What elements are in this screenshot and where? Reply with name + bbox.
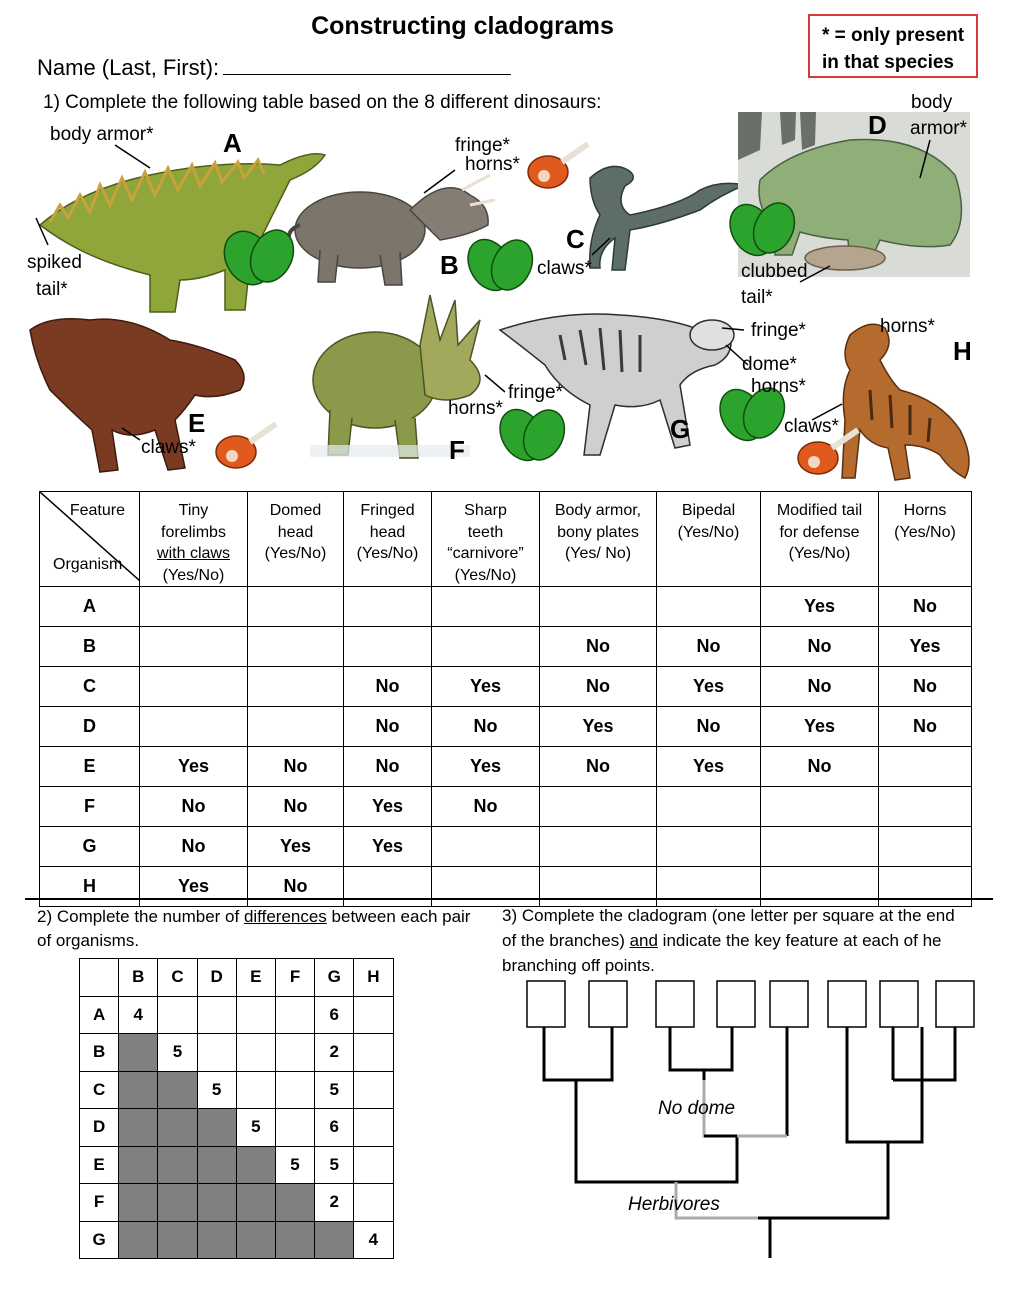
cladogram-box-5[interactable] xyxy=(770,981,808,1027)
difference-shaded-cell xyxy=(158,1184,197,1222)
organism-label: G xyxy=(40,827,140,867)
difference-cell[interactable] xyxy=(354,1184,393,1222)
q3-text-after: indicate the key feature at each of he branching off points. xyxy=(502,931,942,975)
difference-col-header: H xyxy=(354,959,393,997)
difference-cell[interactable] xyxy=(275,1071,314,1109)
organism-label: A xyxy=(40,587,140,627)
difference-shaded-cell xyxy=(158,1146,197,1184)
feature-cell[interactable]: Yes xyxy=(140,747,248,787)
difference-col-header: D xyxy=(197,959,236,997)
cladogram xyxy=(500,970,1000,1270)
difference-row-label: C xyxy=(80,1071,119,1109)
cladogram-label-herbivores: Herbivores xyxy=(628,1194,720,1215)
feature-row-c xyxy=(40,667,972,707)
difference-row-label: B xyxy=(80,1034,119,1072)
difference-row-d xyxy=(80,1109,394,1147)
feature-cell[interactable]: Yes xyxy=(344,827,432,867)
header-line: (Yes/No) xyxy=(356,545,419,562)
feature-cell[interactable]: Yes xyxy=(432,667,540,707)
header-line: (Yes/No) xyxy=(264,545,327,562)
header-line: (Yes/ No) xyxy=(564,545,632,562)
feature-cell[interactable]: No xyxy=(248,867,344,907)
difference-cell[interactable] xyxy=(275,996,314,1034)
difference-cell[interactable] xyxy=(354,1034,393,1072)
difference-row-label: A xyxy=(80,996,119,1034)
header-line: Fringed xyxy=(360,502,415,519)
header-line: (Yes/No) xyxy=(788,545,851,562)
dinosaur-h-letter: H xyxy=(953,336,972,366)
difference-row-label: F xyxy=(80,1184,119,1222)
feature-table xyxy=(39,491,972,907)
dinosaur-e-label-claws: claws* xyxy=(141,437,196,458)
feature-organism-corner xyxy=(40,492,140,587)
feature-cell[interactable] xyxy=(344,627,432,667)
difference-shaded-cell xyxy=(119,1221,158,1259)
difference-shaded-cell xyxy=(197,1221,236,1259)
difference-shaded-cell xyxy=(119,1146,158,1184)
cladogram-box-2[interactable] xyxy=(589,981,627,1027)
difference-cell[interactable] xyxy=(236,996,275,1034)
column-header-sharp-teeth xyxy=(432,492,540,587)
difference-row-g xyxy=(80,1221,394,1259)
feature-cell[interactable] xyxy=(248,587,344,627)
page-title: Constructing cladograms xyxy=(311,12,614,40)
difference-shaded-cell xyxy=(158,1221,197,1259)
cladogram-branches xyxy=(544,1027,955,1258)
organism-label: E xyxy=(40,747,140,787)
difference-header-row xyxy=(80,959,394,997)
question-1: 1) Complete the following table based on the 8 different dinosaurs: xyxy=(43,92,602,113)
feature-cell[interactable]: Yes xyxy=(761,707,879,747)
difference-col-header: F xyxy=(275,959,314,997)
difference-cell[interactable] xyxy=(354,1071,393,1109)
q3-underlined: and xyxy=(629,931,658,950)
feature-cell[interactable] xyxy=(248,627,344,667)
dinosaur-d-letter: D xyxy=(868,110,887,140)
difference-row-label: D xyxy=(80,1109,119,1147)
dinosaur-b-image xyxy=(289,175,495,285)
difference-cell[interactable]: 5 xyxy=(275,1146,314,1184)
header-line: (Yes/No) xyxy=(677,523,740,541)
feature-cell[interactable]: Yes xyxy=(879,627,972,667)
feature-cell[interactable]: No xyxy=(540,747,657,787)
feature-cell[interactable]: Yes xyxy=(344,787,432,827)
dinosaur-g-letter: G xyxy=(670,414,691,444)
difference-shaded-cell xyxy=(158,1109,197,1147)
difference-cell[interactable]: 6 xyxy=(315,1109,354,1147)
difference-cell[interactable]: 5 xyxy=(315,1071,354,1109)
name-label: Name (Last, First): xyxy=(37,55,220,80)
cladogram-answer-boxes xyxy=(527,981,974,1027)
feature-cell[interactable]: No xyxy=(657,627,761,667)
difference-shaded-cell xyxy=(119,1184,158,1222)
q2-text-after: between each pair of organisms. xyxy=(37,907,471,950)
dinosaur-f-letter: F xyxy=(449,435,465,465)
dinosaur-c-label-claws: claws* xyxy=(537,258,592,279)
feature-cell[interactable] xyxy=(879,867,972,907)
organism-label: D xyxy=(40,707,140,747)
difference-shaded-cell xyxy=(275,1221,314,1259)
header-line: forelimbs xyxy=(161,523,226,541)
dinosaur-g-label-fringe: fringe* xyxy=(751,320,806,341)
q2-underlined: differences xyxy=(243,907,327,926)
feature-cell[interactable] xyxy=(248,667,344,707)
header-line: head xyxy=(277,523,314,541)
difference-shaded-cell xyxy=(236,1184,275,1222)
feature-cell[interactable]: Yes xyxy=(248,827,344,867)
dinosaur-illustrations xyxy=(0,0,1018,490)
feature-cell[interactable]: No xyxy=(761,667,879,707)
feature-cell[interactable] xyxy=(657,827,761,867)
organism-label: C xyxy=(40,667,140,707)
dinosaur-d-label-tail: tail* xyxy=(741,287,773,308)
difference-shaded-cell xyxy=(197,1146,236,1184)
dinosaur-d-label-armor: armor* xyxy=(910,118,968,139)
difference-shaded-cell xyxy=(119,1034,158,1072)
feature-table-body xyxy=(40,587,972,907)
difference-cell[interactable]: 5 xyxy=(158,1034,197,1072)
dinosaur-f-label-horns: horns* xyxy=(448,398,503,419)
difference-cell[interactable] xyxy=(275,1034,314,1072)
dinosaur-g-label-dome: dome* xyxy=(742,354,797,375)
difference-cell[interactable] xyxy=(236,1071,275,1109)
difference-cell[interactable] xyxy=(197,1034,236,1072)
dinosaur-a-label-armor: body armor* xyxy=(50,124,154,145)
feature-cell[interactable]: Yes xyxy=(540,707,657,747)
difference-row-c xyxy=(80,1071,394,1109)
question-2 xyxy=(37,905,487,953)
corner-organism-label: Organism xyxy=(53,555,123,573)
header-line: Sharp xyxy=(464,502,507,519)
feature-cell[interactable]: No xyxy=(540,667,657,707)
difference-corner xyxy=(80,959,119,997)
difference-cell[interactable] xyxy=(354,1109,393,1147)
asterisk-note-line2: in that species xyxy=(822,52,954,73)
difference-row-label: G xyxy=(80,1221,119,1259)
difference-row-e xyxy=(80,1146,394,1184)
column-header-horns xyxy=(879,492,972,587)
feature-cell[interactable] xyxy=(540,587,657,627)
feature-cell[interactable]: No xyxy=(432,787,540,827)
difference-shaded-cell xyxy=(158,1071,197,1109)
feature-cell[interactable] xyxy=(344,587,432,627)
difference-shaded-cell xyxy=(275,1184,314,1222)
organism-label: F xyxy=(40,787,140,827)
feature-row-g xyxy=(40,827,972,867)
dinosaur-h-image xyxy=(842,324,969,480)
dinosaur-d-label-body: body xyxy=(911,92,953,113)
feature-cell[interactable]: No xyxy=(879,587,972,627)
feature-cell[interactable] xyxy=(540,787,657,827)
feature-cell[interactable] xyxy=(761,787,879,827)
feature-cell[interactable] xyxy=(540,867,657,907)
difference-col-header: C xyxy=(158,959,197,997)
feature-cell[interactable] xyxy=(879,787,972,827)
feature-cell[interactable] xyxy=(879,827,972,867)
dinosaur-g-label-horns: horns* xyxy=(751,376,806,397)
asterisk-note-line1: * = only present xyxy=(822,25,965,46)
cladogram-box-6[interactable] xyxy=(828,981,866,1027)
feature-cell[interactable] xyxy=(140,707,248,747)
difference-table xyxy=(79,958,394,1259)
difference-cell[interactable] xyxy=(236,1034,275,1072)
feature-cell[interactable]: No xyxy=(879,707,972,747)
feature-cell[interactable] xyxy=(432,827,540,867)
dinosaur-f-label-fringe: fringe* xyxy=(508,382,563,403)
header-line: (Yes/No) xyxy=(454,566,517,584)
organism-label: H xyxy=(40,867,140,907)
feature-cell[interactable] xyxy=(657,587,761,627)
feature-cell[interactable]: No xyxy=(344,707,432,747)
difference-row-f xyxy=(80,1184,394,1222)
section-divider xyxy=(25,898,993,900)
dinosaur-a-letter: A xyxy=(223,128,242,158)
difference-cell[interactable]: 2 xyxy=(315,1184,354,1222)
difference-shaded-cell xyxy=(119,1109,158,1147)
difference-cell[interactable]: 5 xyxy=(236,1109,275,1147)
feature-cell[interactable]: No xyxy=(248,787,344,827)
header-line: head xyxy=(369,523,406,541)
feature-cell[interactable]: No xyxy=(344,667,432,707)
feature-row-f xyxy=(40,787,972,827)
difference-cell[interactable] xyxy=(197,996,236,1034)
difference-shaded-cell xyxy=(197,1109,236,1147)
column-header-tiny-forelimbs xyxy=(140,492,248,587)
difference-shaded-cell xyxy=(315,1221,354,1259)
dinosaur-h-label-horns: horns* xyxy=(880,316,935,337)
feature-cell[interactable]: Yes xyxy=(432,747,540,787)
feature-cell[interactable] xyxy=(140,667,248,707)
difference-table-body xyxy=(80,959,394,1259)
feature-cell[interactable] xyxy=(879,747,972,787)
header-line: for defense xyxy=(779,523,860,541)
difference-cell[interactable]: 4 xyxy=(354,1221,393,1259)
feature-cell[interactable]: No xyxy=(140,827,248,867)
difference-cell[interactable]: 5 xyxy=(315,1146,354,1184)
feature-cell[interactable]: No xyxy=(879,667,972,707)
cladogram-box-7[interactable] xyxy=(880,981,918,1027)
header-line: Horns xyxy=(903,502,947,519)
feature-cell[interactable] xyxy=(761,827,879,867)
dinosaur-c-letter: C xyxy=(566,224,585,254)
feature-row-b xyxy=(40,627,972,667)
difference-col-header: B xyxy=(119,959,158,997)
cladogram-box-3[interactable] xyxy=(656,981,694,1027)
difference-col-header: E xyxy=(236,959,275,997)
dinosaur-b-letter: B xyxy=(440,250,459,280)
cladogram-label-no-dome: No dome xyxy=(658,1098,736,1119)
difference-row-b xyxy=(80,1034,394,1072)
difference-row-a xyxy=(80,996,394,1034)
dinosaur-b-label-fringe: fringe* xyxy=(455,135,510,156)
header-line: with claws xyxy=(157,545,230,562)
column-header-domed-head xyxy=(248,492,344,587)
header-line: (Yes/No) xyxy=(894,523,956,541)
feature-table-header-row xyxy=(40,492,972,587)
header-line: Body armor, xyxy=(554,502,642,519)
feature-row-a xyxy=(40,587,972,627)
feature-cell[interactable] xyxy=(248,707,344,747)
feature-cell[interactable] xyxy=(432,587,540,627)
question-3 xyxy=(502,903,972,978)
header-line: Domed xyxy=(269,502,322,519)
feature-cell[interactable] xyxy=(540,827,657,867)
difference-shaded-cell xyxy=(197,1184,236,1222)
feature-cell[interactable]: Yes xyxy=(140,867,248,907)
difference-cell[interactable] xyxy=(354,996,393,1034)
difference-cell[interactable] xyxy=(354,1146,393,1184)
header-line: “carnivore” xyxy=(447,545,524,562)
corner-feature-label: Feature xyxy=(69,502,125,519)
dinosaur-h-label-claws: claws* xyxy=(784,416,839,437)
feature-cell[interactable] xyxy=(344,867,432,907)
difference-cell[interactable]: 4 xyxy=(119,996,158,1034)
feature-cell[interactable]: Yes xyxy=(657,747,761,787)
feature-row-h xyxy=(40,867,972,907)
difference-shaded-cell xyxy=(236,1221,275,1259)
difference-col-header: G xyxy=(315,959,354,997)
dinosaur-a-label-tail: tail* xyxy=(36,279,68,300)
header-line: Tiny xyxy=(178,502,209,519)
feature-cell[interactable] xyxy=(657,787,761,827)
column-header-bipedal xyxy=(657,492,761,587)
difference-cell[interactable] xyxy=(275,1109,314,1147)
difference-shaded-cell xyxy=(236,1146,275,1184)
feature-cell[interactable]: No xyxy=(248,747,344,787)
cladogram-box-8[interactable] xyxy=(936,981,974,1027)
dinosaur-b-label-horns: horns* xyxy=(465,154,520,175)
difference-cell[interactable]: 6 xyxy=(315,996,354,1034)
feature-cell[interactable] xyxy=(140,627,248,667)
column-header-modified-tail xyxy=(761,492,879,587)
feature-cell[interactable]: No xyxy=(657,707,761,747)
difference-shaded-cell xyxy=(119,1071,158,1109)
header-line: Modified tail xyxy=(776,502,863,519)
dinosaur-c-image xyxy=(590,166,745,270)
feature-cell[interactable]: Yes xyxy=(657,667,761,707)
feature-cell[interactable]: Yes xyxy=(761,587,879,627)
difference-cell[interactable]: 5 xyxy=(197,1071,236,1109)
feature-row-d xyxy=(40,707,972,747)
feature-cell[interactable] xyxy=(657,867,761,907)
difference-cell[interactable]: 2 xyxy=(315,1034,354,1072)
feature-cell[interactable] xyxy=(761,867,879,907)
header-line: teeth xyxy=(467,523,504,541)
dinosaur-e-image xyxy=(30,319,244,472)
feature-cell[interactable] xyxy=(140,587,248,627)
dinosaur-a-label-spiked: spiked xyxy=(27,252,82,273)
dinosaur-f-image xyxy=(310,295,480,458)
organism-label: B xyxy=(40,627,140,667)
q3-text: 3) Complete the cladogram (one letter per square at the end of the branches) xyxy=(502,906,955,950)
feature-cell[interactable]: No xyxy=(140,787,248,827)
feature-cell[interactable]: No xyxy=(432,707,540,747)
column-header-fringed-head xyxy=(344,492,432,587)
header-line: (Yes/No) xyxy=(162,566,225,584)
difference-row-label: E xyxy=(80,1146,119,1184)
header-line: bony plates xyxy=(557,523,639,541)
header-line: Bipedal xyxy=(681,502,736,519)
feature-cell[interactable]: No xyxy=(761,747,879,787)
feature-cell[interactable]: No xyxy=(761,627,879,667)
feature-cell[interactable]: No xyxy=(540,627,657,667)
feature-cell[interactable] xyxy=(432,867,540,907)
cladogram-box-1[interactable] xyxy=(527,981,565,1027)
column-header-body-armor xyxy=(540,492,657,587)
feature-cell[interactable]: No xyxy=(344,747,432,787)
dinosaur-d-label-clubbed: clubbed xyxy=(741,261,808,282)
cladogram-box-4[interactable] xyxy=(717,981,755,1027)
dinosaur-e-letter: E xyxy=(188,408,206,438)
feature-row-e xyxy=(40,747,972,787)
q2-text: 2) Complete the number of xyxy=(37,907,244,926)
difference-cell[interactable] xyxy=(158,996,197,1034)
feature-cell[interactable] xyxy=(432,627,540,667)
